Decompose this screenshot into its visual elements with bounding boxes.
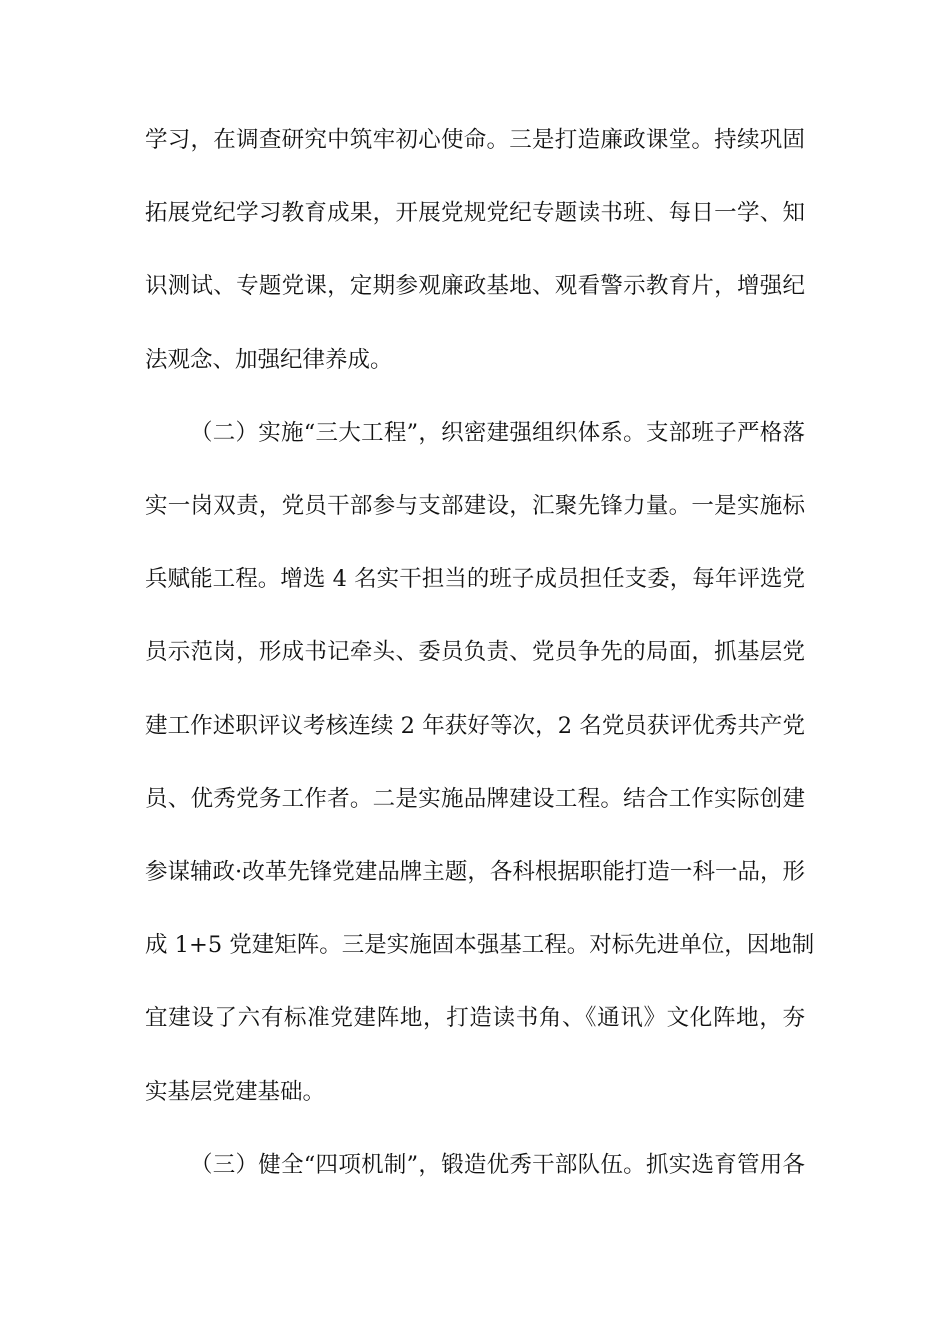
text-line: 兵赋能工程。增选 4 名实干担当的班子成员担任支委，每年评选党 (145, 566, 805, 593)
text-line: 宜建设了六有标准党建阵地，打造读书角、《通讯》文化阵地，夯 (145, 1005, 805, 1032)
text-line: 成 1+5 党建矩阵。三是实施固本强基工程。对标先进单位，因地制 (145, 932, 815, 959)
text-line: 识测试、专题党课，定期参观廉政基地、观看警示教育片，增强纪 (145, 273, 805, 300)
text-line: 建工作述职评议考核连续 2 年获好等次，2 名党员获评优秀共产党 (145, 712, 805, 739)
text-line: 拓展党纪学习教育成果，开展党规党纪专题读书班、每日一学、知 (145, 200, 805, 227)
text-line: 实基层党建基础。 (145, 1078, 326, 1105)
text-line: 法观念、加强纪律养成。 (145, 346, 393, 373)
text-line: 实一岗双责，党员干部参与支部建设，汇聚先锋力量。一是实施标 (145, 493, 805, 519)
text-line: 学习，在调查研究中筑牢初心使命。三是打造廉政课堂。持续巩固 (145, 127, 805, 153)
text-line: 参谋辅政·改革先锋党建品牌主题，各科根据职能打造一科一品，形 (145, 859, 805, 885)
text-line: （三）健全“四项机制”，锻造优秀干部队伍。抓实选育管用各 (190, 1151, 805, 1178)
text-line: （二）实施“三大工程”，织密建强组织体系。支部班子严格落 (190, 419, 805, 446)
text-line: 员示范岗，形成书记牵头、委员负责、党员争先的局面，抓基层党 (145, 639, 805, 666)
text-line: 员、优秀党务工作者。二是实施品牌建设工程。结合工作实际创建 (145, 785, 805, 812)
